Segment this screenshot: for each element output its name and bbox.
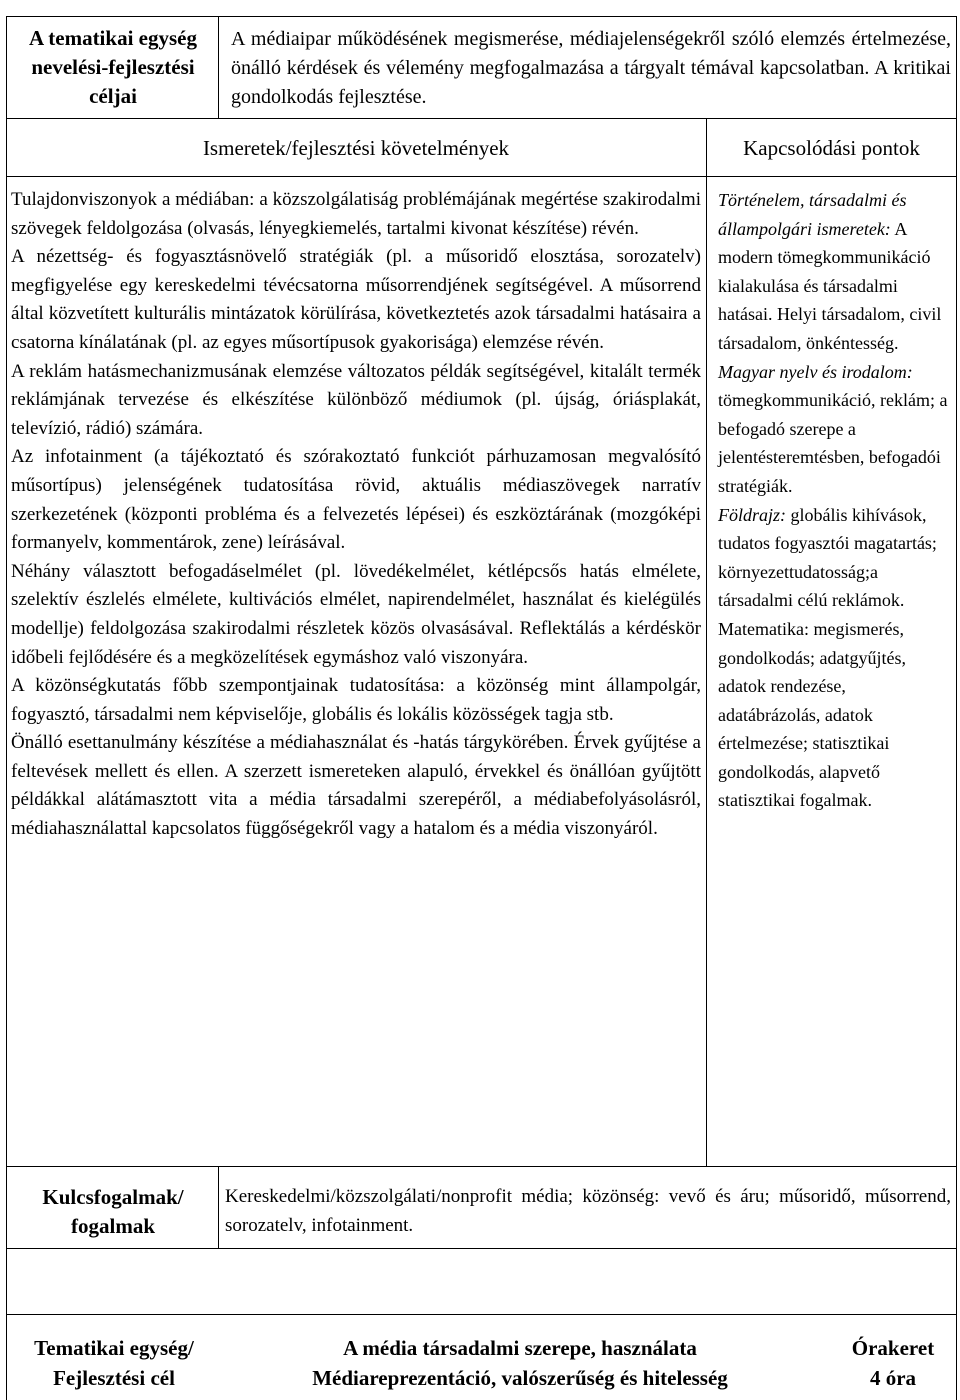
requirement-paragraph: A reklám hatásmechanizmusának elemzése változatos példák segítségével, kitalált termék reklámjának tervezése és elkészítése különböző médiumok (pl. újság, óriásplakát, televízió, rádió) számára. (11, 360, 701, 439)
table-border-right (956, 16, 957, 1400)
requirement-paragraph: Az infotainment (a tájékoztató és szórakoztató funkciót párhuzamosan megvalósító műsortípus) jelenségének tudatosítása rövid, aktuális médiaszövegek narratív szerkezetének (központi probléma és a felvezetés lépései) és eszköztárának (mozgóképi formanyelv, kommentárok, zene) leírásával. (11, 446, 701, 554)
hours-value: 4 óra (869, 1366, 917, 1390)
requirement-paragraph: Önálló esettanulmány készítése a médiahasználat és -hatás tárgykörében. Érvek gyűjtése a feltevések mellett és ellen. A szerzett ismereteken alapuló, érvekkel és önállóan gyűjtött példákkal alátámasztott vita a média társadalmi szerepéről, a médiabefolyásolásról, médiahasználattal kapcsolatos függőségekről vagy a hatalom és a média viszonyáról. (11, 732, 701, 840)
requirements-text (11, 186, 701, 844)
row-divider (6, 1314, 956, 1315)
connection-topics: megismerés, gondolkodás; adatgyűjtés, adatok rendezése, adatábrázolás, adatok értelmezése; statisztikai gondolkodás, alapvető statisztikai fogalmak. (718, 618, 906, 811)
requirement-paragraph: Néhány választott befogadáselmélet (pl. lövedékelmélet, kétlépcsős hatás elmélete, szelektív észlelés elmélete, kultivációs elmélet, napirendelmélet, használat és kielégülés modellje) feldolgozása szakirodalmi részletek közös olvasásával. Reflektálás a kérdéskör időbeli fejlődésére és a megközelítések egymáshoz való viszonyára. (11, 560, 701, 668)
row-divider (6, 1248, 956, 1249)
goals-label: A tematikai egység nevelési-fejlesztési céljai (29, 26, 197, 108)
connection-topics: tömegkommunikáció, reklám; a befogadó szerepe a jelentésteremtésben, befogadói stratégiák. (718, 390, 948, 496)
connection-subject: Matematika: (718, 618, 809, 639)
connection-topics: A modern tömegkommunikáció kialakulása és társadalmi hatásai. Helyi társadalom, civil társadalom, önkéntesség. (718, 218, 942, 353)
connection-subject: Földrajz: (718, 504, 787, 525)
keywords-text: Kereskedelmi/közszolgálati/nonprofit média; közönség: vevő és áru; műsoridő, műsorrend, sorozatelv, infotainment. (225, 1186, 951, 1236)
table-border-left (6, 16, 7, 1400)
row-divider (6, 1166, 956, 1167)
connections-header: Kapcsolódási pontok (743, 136, 920, 160)
connections-text (718, 186, 948, 815)
requirements-header: Ismeretek/fejlesztési követelmények (202, 136, 510, 160)
goals-text: A médiaipar működésének megismerése, médiajelenségekről szóló elemzés értelmezése, önálló kérdések és vélemény megfogalmazása a tárgyalt témával kapcsolatban. A kritikai gondolkodás fejlesztése. (231, 28, 951, 108)
column-divider (218, 16, 219, 118)
row-divider (6, 118, 956, 119)
connection-subject: Történelem, társadalmi és állampolgári ismeretek: (718, 190, 907, 239)
column-divider (706, 118, 707, 1166)
connection-geography (718, 501, 948, 615)
connection-math (718, 615, 948, 815)
requirement-paragraph: A nézettség- és fogyasztásnövelő stratégiák (pl. a műsoridő elosztása, sorozatelv) megfigyelése egy kereskedelmi tévécsatorna műsorrendjének segítségével. A műsorrend által közvetített kulturális mintázatok körülírása, következtetés azok társadalmi hatásaira a csatorna kínálatának (pl. az egyes műsortípusok gyakorisága) elemzése révén. (11, 246, 701, 353)
connection-topics: globális kihívások, tudatos fogyasztói magatartás; környezettudatosság;a társadalmi célú reklámok. (718, 504, 937, 611)
requirement-paragraph: A közönségkutatás főbb szempontjainak tudatosítása: a közönség mint állampolgár, fogyasztó, társadalmi nem képviselője, globális és lokális közösségek tagja stb. (11, 675, 701, 725)
connection-subject: Magyar nyelv és irodalom: (718, 361, 913, 382)
row-divider (6, 176, 956, 177)
unit-title (240, 1333, 800, 1393)
hours-block (830, 1333, 956, 1393)
requirement-paragraph: Tulajdonviszonyok a médiában: a közszolgálatiság problémájának megértése szakirodalmi szövegek feldolgozása (olvasás, lényegkiemelés, tartalmi kivonat készítése) révén. (11, 189, 701, 239)
connection-history (718, 186, 948, 358)
unit-subtitle-line: Médiareprezentáció, valószerűség és hitelesség (312, 1366, 728, 1390)
hours-label: Órakeret (851, 1336, 935, 1360)
connection-literature (718, 358, 948, 501)
column-divider (218, 1166, 219, 1248)
unit-label: Tematikai egység/ Fejlesztési cél (34, 1336, 194, 1390)
table-border-top (6, 16, 956, 17)
unit-title-line: A média társadalmi szerepe, használata (343, 1336, 697, 1360)
keywords-label: Kulcsfogalmak/ fogalmak (42, 1185, 184, 1238)
